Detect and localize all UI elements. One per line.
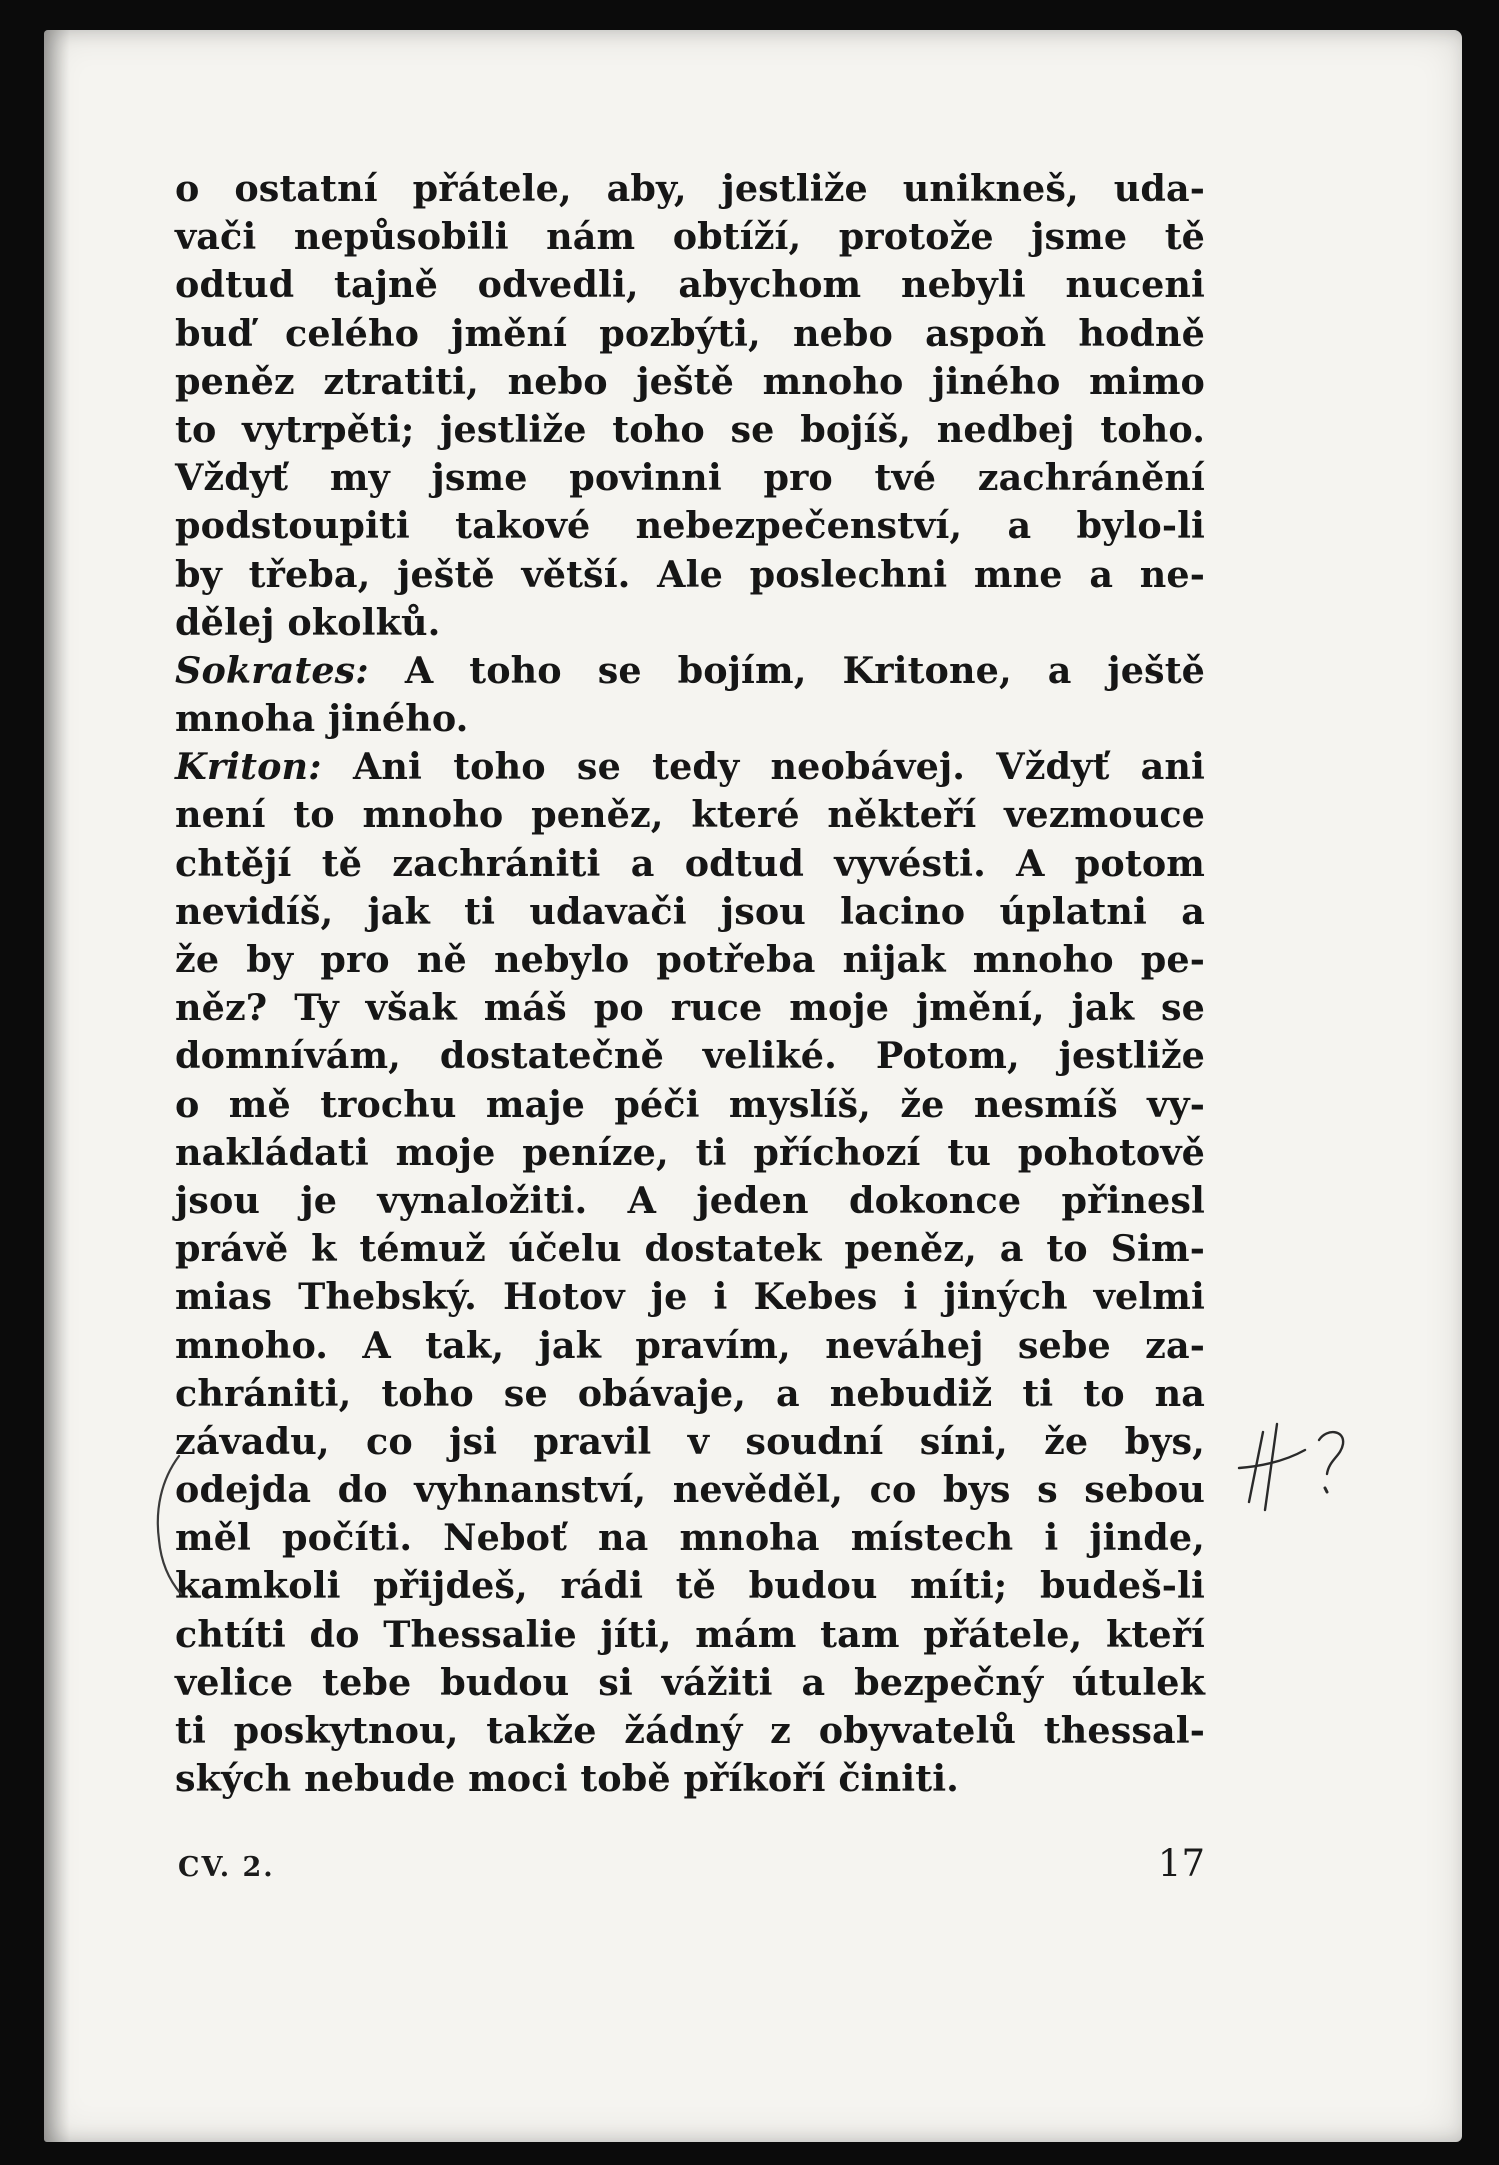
dialogue-text: A toho se bojím, Kritone, a ještě <box>404 648 1205 692</box>
text-line: mias Thebský. Hotov je i Kebes i jiných velmi <box>175 1275 1205 1319</box>
text-line: podstoupiti takové nebezpečenství, a bylo-li <box>175 504 1205 548</box>
text-line: něz? Ty však máš po ruce moje jmění, jak se <box>175 986 1205 1030</box>
handwritten-bracket-mark <box>147 1450 187 1600</box>
text-line: mnoha jiného. <box>175 697 469 741</box>
text-line: to vytrpěti; jestliže toho se bojíš, nedbej toho. <box>175 407 1205 451</box>
text-line: měl počíti. Neboť na mnoha místech i jinde, <box>175 1516 1205 1560</box>
text-line: o mě trochu maje péči myslíš, že nesmíš vy- <box>175 1082 1205 1126</box>
text-line: odejda do vyhnanství, nevěděl, co bys s sebou <box>175 1468 1205 1512</box>
text-line: domnívám, dostatečně veliké. Potom, jestliže <box>175 1034 1205 1078</box>
speaker-name-sokrates: Sokrates: <box>175 648 369 692</box>
text-line: dělej okolků. <box>175 600 441 644</box>
page-number: 17 <box>1157 1842 1205 1885</box>
text-line: odtud tajně odvedli, abychom nebyli nuceni <box>175 263 1205 307</box>
dialogue-line-sokrates <box>175 647 1205 695</box>
text-line: chtíti do Thessalie jíti, mám tam přátele, kteří <box>175 1612 1205 1656</box>
text-line: že by pro ně nebylo potřeba nijak mnoho pe- <box>175 938 1205 981</box>
text-line: peněz ztratiti, nebo ještě mnoho jiného mimo <box>175 359 1205 403</box>
text-line: velice tebe budou si vážiti a bezpečný útulek <box>175 1660 1205 1704</box>
page-gutter-shadow <box>44 30 70 2142</box>
text-line: závadu, co jsi pravil v soudní síni, že bys, <box>175 1419 1205 1463</box>
text-line: o ostatní přátele, aby, jestliže unikneš, uda- <box>175 167 1205 210</box>
text-line: buď celého jmění pozbýti, nebo aspoň hodně <box>175 311 1205 355</box>
text-line: vači nepůsobili nám obtíží, protože jsme tě <box>175 215 1205 259</box>
handwritten-margin-note <box>1235 1410 1375 1530</box>
text-line: chtějí tě zachrániti a odtud vyvésti. A potom <box>175 841 1205 885</box>
dialogue-text: Ani toho se tedy neobávej. Vždyť ani <box>352 745 1205 789</box>
text-line: kamkoli přijdeš, rádi tě budou míti; budeš-li <box>175 1564 1205 1608</box>
text-line: ti poskytnou, takže žádný z obyvatelů thessal- <box>175 1709 1205 1752</box>
text-line: nevidíš, jak ti udavači jsou lacino úplatni a <box>175 889 1205 933</box>
text-line: nakládati moje peníze, ti příchozí tu pohotově <box>175 1130 1205 1174</box>
page-body-text <box>175 165 1205 1803</box>
text-line: Vždyť my jsme povinni pro tvé zachránění <box>175 456 1205 500</box>
text-line: právě k témuž účelu dostatek peněz, a to Sim- <box>175 1227 1205 1271</box>
text-line: jsou je vynaložiti. A jeden dokonce přinesl <box>175 1178 1205 1222</box>
text-line: ských nebude moci tobě příkoří činiti. <box>175 1757 959 1801</box>
text-line: není to mnoho peněz, které někteří vezmouce <box>175 793 1205 837</box>
printer-signature-mark: CV. 2. <box>178 1852 275 1883</box>
text-line: mnoho. A tak, jak pravím, neváhej sebe za- <box>175 1323 1205 1367</box>
dialogue-line-kriton <box>175 743 1205 791</box>
text-line: chrániti, toho se obávaje, a nebudiž ti to na <box>175 1371 1205 1415</box>
text-line: by třeba, ještě větší. Ale poslechni mne a ne- <box>175 552 1205 596</box>
speaker-name-kriton: Kriton: <box>175 745 322 789</box>
